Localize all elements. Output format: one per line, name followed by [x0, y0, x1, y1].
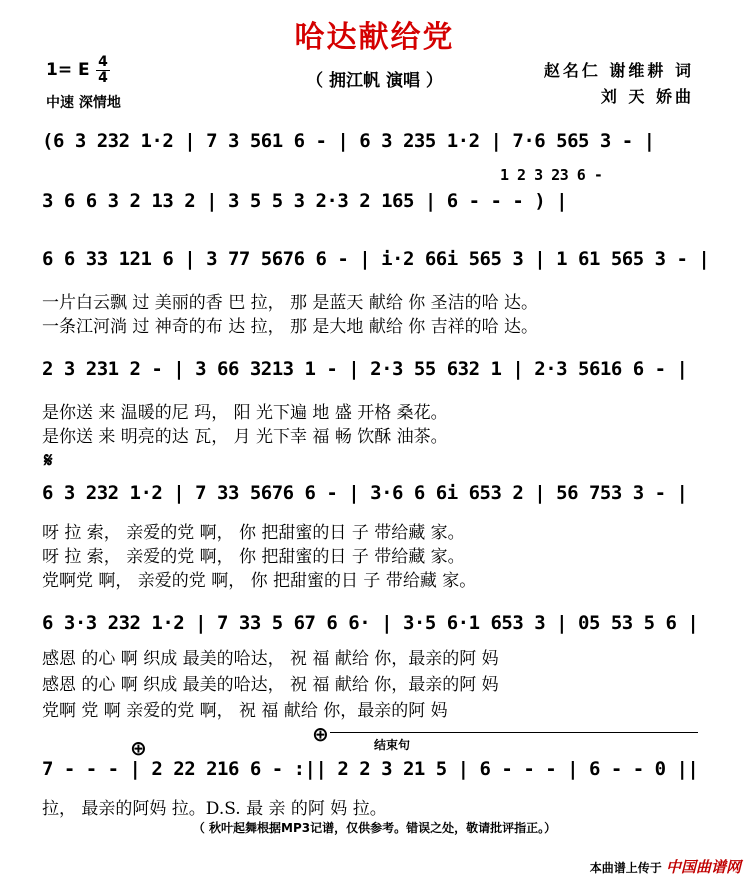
lyricist-credit: 赵名仁 谢维耕 词 — [543, 61, 694, 80]
lyric-line-3: 是你送 来 温暖的尼 玛， 阳 光下遍 地 盛 开格 桑花。 — [42, 403, 448, 423]
performer-line: （ 拥江帆 演唱 ） — [306, 71, 443, 91]
score-row-5: 6 3 232 1·2 | 7 33 5676 6 - | 3·6 6 6i 653 2 | 56 753 3 - | — [42, 482, 688, 504]
lyric-line-4: 是你送 来 明亮的达 瓦， 月 光下幸 福 畅 饮酥 油茶。 — [42, 427, 448, 447]
score-row-6: 6 3·3 232 1·2 | 7 33 5 67 6 6· | 3·5 6·1 653 3 | 05 53 5 6 | — [42, 612, 699, 634]
lyric-line-10: 党啊 党 啊 亲爱的党 啊， 祝 福 献给 你，最亲的阿 妈 — [42, 701, 448, 721]
lyric-line-11: 拉， 最亲的阿妈 拉。D.S. 最 亲 的阿 妈 拉。 — [42, 799, 387, 819]
site-watermark — [590, 856, 741, 877]
time-signature — [96, 56, 110, 85]
key-signature: 1= E — [46, 60, 90, 80]
score-row-3: 6 6 33 121 6 | 3 77 5676 6 - | i·2 66i 565 3 | 1 61 565 3 - | — [42, 248, 710, 270]
tempo-marking: 中速 深情地 — [46, 95, 121, 111]
score-row-4: 2 3 231 2 - | 3 66 3213 1 - | 2·3 55 632 1 | 2·3 5616 6 - | — [42, 358, 688, 380]
song-title: 哈达献给党 — [294, 20, 455, 55]
segno-icon: 𝄋 — [44, 448, 53, 472]
coda-icon: ⊕ — [312, 722, 329, 746]
transcription-note: （ 秋叶起舞根据MP3记谱，仅供参考。错误之处，敬请批评指正。） — [192, 821, 557, 835]
ending-bracket — [330, 732, 698, 733]
time-denominator: 4 — [98, 70, 108, 86]
time-numerator: 4 — [98, 54, 108, 70]
composer-credit: 刘 天 娇曲 — [600, 87, 694, 106]
lyric-line-8: 感恩 的心 啊 织成 最美的哈达， 祝 福 献给 你，最亲的阿 妈 — [42, 649, 499, 669]
score-row-1: (6 3 232 1·2 | 7 3 561 6 - | 6 3 235 1·2 | 7·6 565 3 - | — [42, 130, 655, 152]
coda-icon-2: ⊕ — [130, 736, 147, 760]
lyric-line-6: 呀 拉 索， 亲爱的党 啊， 你 把甜蜜的日 子 带给藏 家。 — [42, 547, 465, 567]
site-name: 中国曲谱网 — [665, 858, 741, 876]
lyric-line-5: 呀 拉 索， 亲爱的党 啊， 你 把甜蜜的日 子 带给藏 家。 — [42, 523, 465, 543]
lyric-line-7: 党啊党 啊， 亲爱的党 啊， 你 把甜蜜的日 子 带给藏 家。 — [42, 571, 477, 591]
volta-line: 1 2 3 23 6 - — [500, 166, 603, 184]
lyric-line-2: 一条江河淌 过 神奇的布 达 拉， 那 是大地 献给 你 吉祥的哈 达。 — [42, 317, 539, 337]
lyric-line-1: 一片白云飘 过 美丽的香 巴 拉， 那 是蓝天 献给 你 圣洁的哈 达。 — [42, 293, 539, 313]
upload-text: 本曲谱上传于 — [589, 861, 662, 875]
score-row-7: 7 - - - | 2 22 216 6 - :|| 2 2 3 21 5 | 6 - - - | 6 - - 0 || — [42, 758, 699, 780]
score-row-2: 3 6 6 3 2 13 2 | 3 5 5 3 2·3 2 165 | 6 - - - ) | — [42, 190, 568, 212]
ending-label: 结束句 — [374, 738, 411, 752]
lyric-line-9: 感恩 的心 啊 织成 最美的哈达， 祝 福 献给 你，最亲的阿 妈 — [42, 675, 499, 695]
